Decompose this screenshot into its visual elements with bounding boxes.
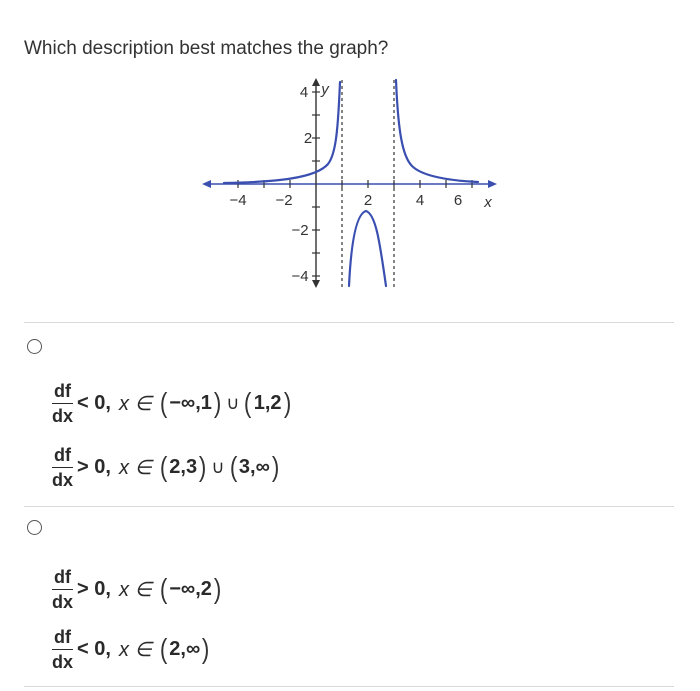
derivative-fraction: $\frac{df}{dx}$ (52, 566, 74, 612)
relation: > 0, (77, 577, 111, 600)
curve-middle-branch (349, 211, 386, 286)
relation: < 0, (77, 637, 111, 660)
function-graph (198, 74, 508, 296)
y-tick-label: 2 (303, 130, 313, 147)
set-membership: x ∈ (118, 392, 152, 415)
option-a-line-1: $\frac{df}{dx}$ < 0, x ∈ ( −∞ , 1 ) ∪ ( 1 , 2 ) (52, 380, 291, 426)
y-tick-label: 4 (299, 84, 309, 101)
option-b-radio[interactable] (27, 520, 42, 535)
x-axis-arrow-left (202, 180, 211, 188)
x-axis-label: x (484, 194, 492, 211)
derivative-fraction: $\frac{df}{dx}$ (52, 444, 74, 490)
option-a-radio[interactable] (27, 339, 42, 354)
derivative-fraction: $\frac{df}{dx}$ (52, 380, 74, 426)
set-membership: x ∈ (118, 578, 152, 601)
option-b-line-1: $\frac{df}{dx}$ > 0, x ∈ ( −∞ , 2 ) (52, 566, 222, 612)
separator (24, 686, 674, 687)
y-tick-label: −2 (291, 222, 309, 239)
curve-right-branch (396, 80, 478, 182)
derivative-fraction: $\frac{df}{dx}$ (52, 626, 74, 672)
x-tick-label: 4 (415, 192, 425, 209)
x-tick-label: 2 (363, 192, 373, 209)
y-axis-label: y (321, 81, 329, 98)
option-b-line-2: $\frac{df}{dx}$ < 0, x ∈ ( 2 , ∞ ) (52, 626, 210, 672)
option-a-line-2: $\frac{df}{dx}$ > 0, x ∈ ( 2 , 3 ) ∪ ( 3 , ∞ ) (52, 444, 280, 490)
relation: < 0, (77, 391, 111, 414)
y-tick-label: −4 (291, 268, 309, 285)
separator (24, 506, 674, 507)
x-tick-label: −2 (275, 192, 293, 209)
relation: > 0, (77, 455, 111, 478)
y-axis-arrow-up (312, 78, 320, 86)
set-membership: x ∈ (118, 456, 152, 479)
question-text: Which description best matches the graph? (24, 38, 389, 59)
set-membership: x ∈ (118, 638, 152, 661)
x-tick-label: 6 (453, 192, 463, 209)
x-axis-arrow-right (488, 180, 497, 188)
y-axis-arrow-down (312, 280, 320, 288)
separator (24, 322, 674, 323)
x-tick-label: −4 (229, 192, 247, 209)
